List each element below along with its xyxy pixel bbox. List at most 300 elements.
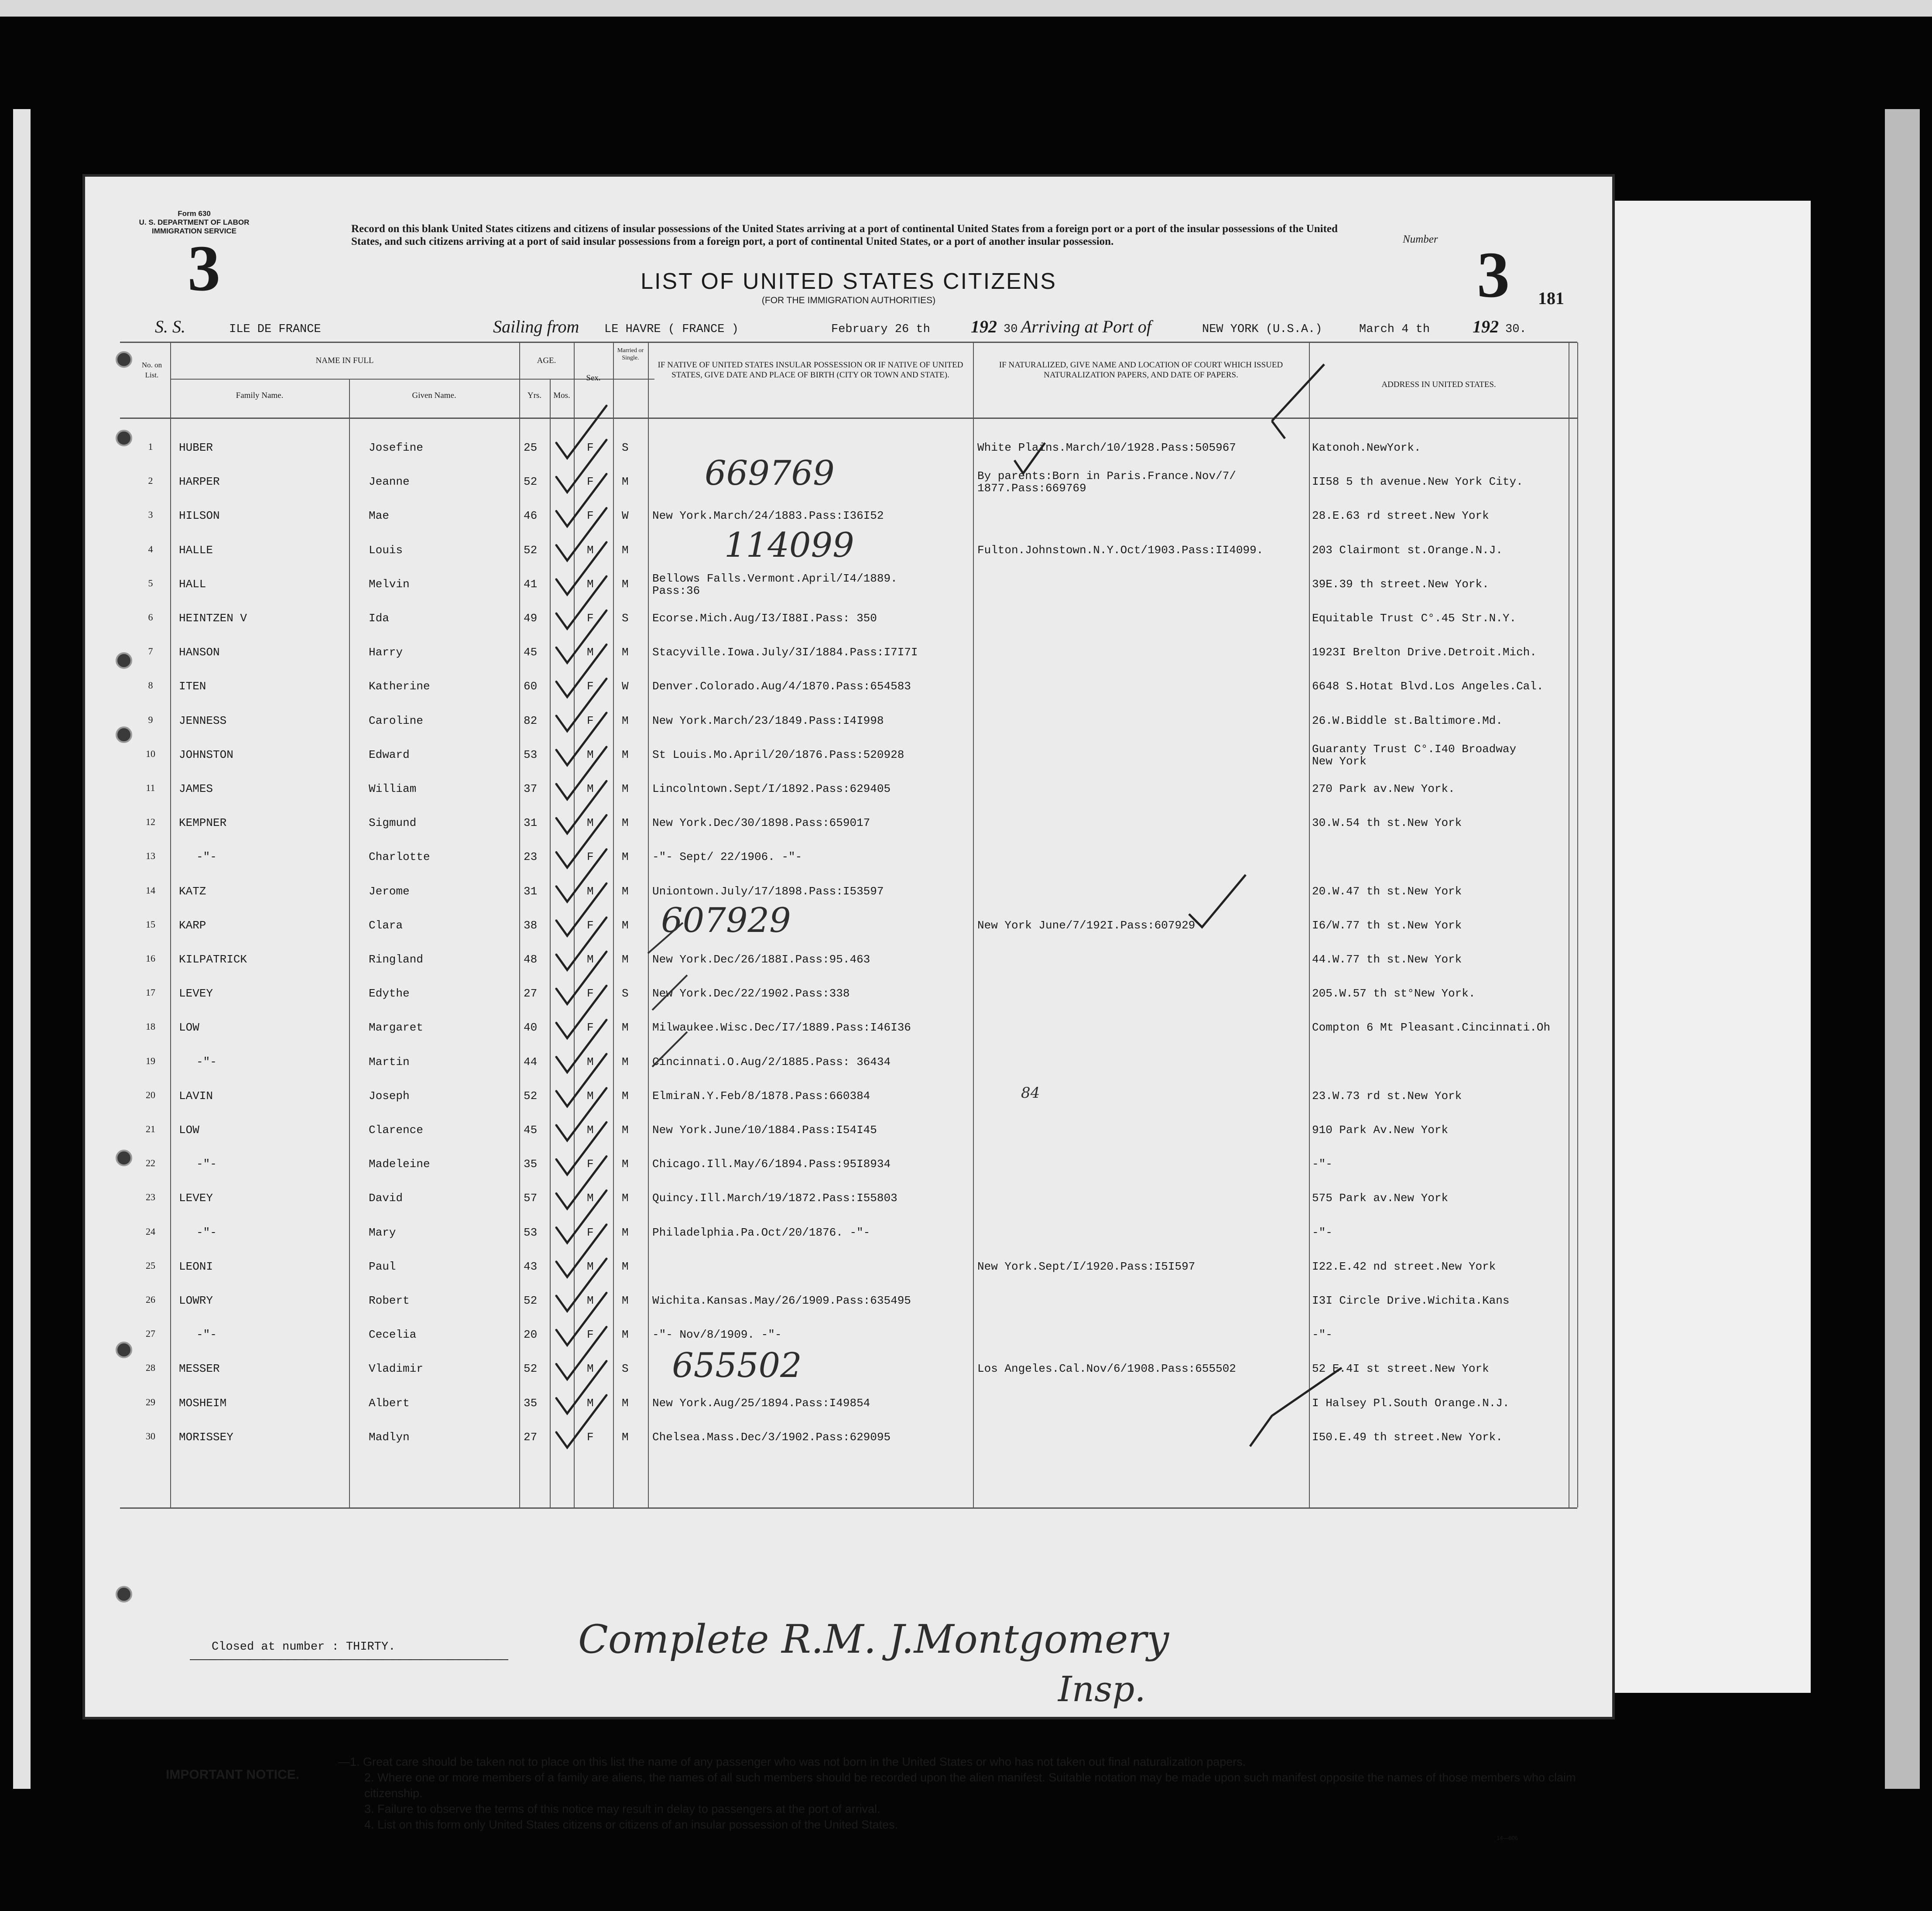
cell-birth: Cincinnati.O.Aug/2/1885.Pass: 36434 — [652, 1055, 891, 1069]
cell-no: 12 — [146, 816, 155, 828]
cell-birth: Milwaukee.Wisc.Dec/I7/1889.Pass:I46I36 — [652, 1021, 911, 1034]
cell-family: -"- — [196, 1158, 217, 1171]
header-address: ADDRESS IN UNITED STATES. — [1381, 380, 1496, 389]
cell-age: 38 — [524, 918, 538, 932]
cell-family: MOSHEIM — [179, 1396, 227, 1410]
cell-naturalized: White Plains.March/10/1928.Pass:505967 — [977, 441, 1236, 454]
cell-birth: Philadelphia.Pa.Oct/20/1876. -"- — [652, 1226, 870, 1239]
table-row — [85, 737, 1612, 771]
margin-note: 84 — [1021, 1084, 1040, 1102]
cell-sex: M — [587, 577, 594, 591]
table-row — [85, 771, 1612, 805]
cell-family: LEVEY — [179, 1192, 213, 1205]
cell-sex: F — [587, 441, 594, 454]
cell-family: HALLE — [179, 543, 213, 557]
cell-family: -"- — [196, 850, 217, 864]
header-name-in-full: NAME IN FULL — [315, 356, 374, 365]
cell-age: 48 — [524, 953, 538, 966]
cell-family: KATZ — [179, 884, 206, 898]
sailing-label: Sailing from — [493, 317, 579, 336]
notice-item: 4. List on this form only United States citizens or citizens of an insular possession of the United States. — [364, 1818, 898, 1831]
cell-ms: M — [622, 1226, 629, 1239]
cell-sex: M — [587, 1396, 594, 1410]
cell-ms: S — [622, 612, 629, 625]
cell-birth: ElmiraN.Y.Feb/8/1878.Pass:660384 — [652, 1089, 870, 1103]
cell-naturalized: New York.Sept/I/1920.Pass:I5I597 — [977, 1260, 1196, 1273]
cell-birth: New York.March/23/1849.Pass:I4I998 — [652, 714, 884, 727]
cell-family: LOWRY — [179, 1294, 213, 1307]
cell-family: JOHNSTON — [179, 748, 233, 761]
cell-ms: M — [622, 1396, 629, 1410]
cell-no: 8 — [148, 680, 153, 691]
cell-address: 910 Park Av.New York — [1312, 1123, 1449, 1137]
cell-ms: M — [622, 1430, 629, 1444]
cell-no: 19 — [146, 1055, 155, 1066]
table-bottom-rule — [120, 1507, 1577, 1509]
cell-family: JAMES — [179, 782, 213, 795]
cell-birth: Ecorse.Mich.Aug/I3/I88I.Pass: 350 — [652, 612, 877, 625]
table-row — [85, 1010, 1612, 1044]
cell-family: KEMPNER — [179, 816, 227, 830]
table-row — [85, 1112, 1612, 1146]
cell-age: 35 — [524, 1158, 538, 1171]
header-yrs: Yrs. — [527, 391, 542, 400]
handwritten-pass-number: 607929 — [661, 901, 791, 940]
notice-item: 3. Failure to observe the terms of this notice may result in delay to passengers at the port of arrival. — [364, 1802, 880, 1815]
cell-given: Martin — [369, 1055, 410, 1069]
header-no: No. on List. — [141, 361, 162, 379]
cell-ms: S — [622, 987, 629, 1000]
cell-sex: F — [587, 475, 594, 489]
cell-ms: M — [622, 816, 629, 830]
cell-age: 82 — [524, 714, 538, 727]
cell-no: 30 — [146, 1430, 155, 1442]
cell-sex: F — [587, 1021, 594, 1034]
header-sex: Sex. — [586, 373, 601, 383]
cell-naturalized: Fulton.Johnstown.N.Y.Oct/1903.Pass:II4099. — [977, 543, 1264, 557]
cell-sex: F — [587, 509, 594, 523]
cell-family: HILSON — [179, 509, 220, 523]
table-row — [85, 805, 1612, 839]
cell-ms: M — [622, 577, 629, 591]
cell-given: Vladimir — [369, 1362, 423, 1376]
cell-address: 575 Park av.New York — [1312, 1192, 1449, 1205]
cell-given: Jerome — [369, 884, 410, 898]
cell-no: 3 — [148, 509, 153, 521]
cell-ms: M — [622, 953, 629, 966]
cell-ms: M — [622, 1192, 629, 1205]
form-info — [129, 209, 260, 236]
cell-family: LAVIN — [179, 1089, 213, 1103]
cell-sex: F — [587, 987, 594, 1000]
notice-item: 2. Where one or more members of a family are aliens, the names of all such members should be recorded upon the alien manifest. Suitable notation may be made upon such manifest opposite the names of those members who claim citizenship. — [364, 1771, 1576, 1800]
cell-sex: M — [587, 646, 594, 659]
cell-ms: W — [622, 509, 629, 523]
cell-sex: M — [587, 1123, 594, 1137]
cell-birth: Wichita.Kansas.May/26/1909.Pass:635495 — [652, 1294, 911, 1307]
cell-no: 20 — [146, 1089, 155, 1100]
cell-sex: F — [587, 1158, 594, 1171]
cell-age: 49 — [524, 612, 538, 625]
cell-age: 31 — [524, 816, 538, 830]
table-row — [85, 1249, 1612, 1283]
department-name: U. S. DEPARTMENT OF LABOR — [139, 218, 250, 226]
cell-birth: Lincolntown.Sept/I/1892.Pass:629405 — [652, 782, 891, 795]
cell-given: Clarence — [369, 1123, 423, 1137]
cell-sex: F — [587, 1328, 594, 1342]
arrival-year-printed: 192 — [1473, 317, 1499, 336]
cell-address: 205.W.57 th st°New York. — [1312, 987, 1476, 1000]
cell-no: 18 — [146, 1021, 155, 1032]
number-stamp: 3 — [1477, 239, 1510, 311]
cell-age: 23 — [524, 850, 538, 864]
cell-ms: M — [622, 1158, 629, 1171]
table-row — [85, 1283, 1612, 1317]
cell-ms: M — [622, 475, 629, 489]
cell-given: Edythe — [369, 987, 410, 1000]
table-row — [85, 634, 1612, 668]
cell-age: 44 — [524, 1055, 538, 1069]
table-row — [85, 1078, 1612, 1112]
cell-no: 13 — [146, 850, 155, 862]
cell-ms: M — [622, 782, 629, 795]
cell-ms: W — [622, 680, 629, 693]
cell-address: I22.E.42 nd street.New York — [1312, 1260, 1496, 1273]
cell-birth: New York.June/10/1884.Pass:I54I45 — [652, 1123, 877, 1137]
cell-age: 52 — [524, 1294, 538, 1307]
notice-item: —1. Great care should be taken not to place on this list the name of any passenger who was not born in the United States or who has not taken out final naturalization papers. — [338, 1755, 1246, 1768]
cell-age: 45 — [524, 646, 538, 659]
sail-date: February 26 th — [831, 323, 930, 336]
cell-sex: M — [587, 884, 594, 898]
cell-age: 27 — [524, 1430, 538, 1444]
cell-age: 41 — [524, 577, 538, 591]
header-age: AGE. — [537, 356, 556, 365]
punch-hole — [116, 1586, 132, 1603]
record-instructions: Record on this blank United States citizens and citizens of insular possessions of the United States arriving at a port of continental United States from a foreign port or a port of the insular possessions of the United States, and such citizens arriving at a port of said insular possessions from a foreign port, a port of continental United States, or a port of another insular possession. — [351, 223, 1338, 247]
cell-no: 14 — [146, 884, 155, 896]
cell-ms: M — [622, 918, 629, 932]
list-stamp: 3 — [188, 232, 220, 305]
cell-no: 7 — [148, 646, 153, 657]
cell-address: II58 5 th avenue.New York City. — [1312, 475, 1523, 489]
cell-address: Compton 6 Mt Pleasant.Cincinnati.Oh — [1312, 1021, 1551, 1034]
cell-age: 20 — [524, 1328, 538, 1342]
cell-birth: Chelsea.Mass.Dec/3/1902.Pass:629095 — [652, 1430, 891, 1444]
header-bottom-rule — [120, 418, 1577, 419]
cell-address: I6/W.77 th st.New York — [1312, 918, 1462, 932]
cell-ms: M — [622, 1123, 629, 1137]
cell-ms: M — [622, 1260, 629, 1273]
cell-sex: M — [587, 748, 594, 761]
cell-family: LEONI — [179, 1260, 213, 1273]
table-row — [85, 908, 1612, 942]
header-married-single: Married or Single. — [617, 347, 644, 361]
cell-given: Albert — [369, 1396, 410, 1410]
cell-given: Harry — [369, 646, 403, 659]
header-naturalized: IF NATURALIZED, GIVE NAME AND LOCATION OF COURT WHICH ISSUED NATURALIZATION PAPERS, AND DATE OF PAPERS. — [999, 360, 1283, 380]
cell-address: 44.W.77 th st.New York — [1312, 953, 1462, 966]
cell-given: Louis — [369, 543, 403, 557]
cell-address: 6648 S.Hotat Blvd.Los Angeles.Cal. — [1312, 680, 1544, 693]
table-row — [85, 1215, 1612, 1249]
cell-given: Ringland — [369, 953, 423, 966]
cell-no: 5 — [148, 577, 153, 589]
table-row — [85, 1044, 1612, 1078]
cell-given: Caroline — [369, 714, 423, 727]
cell-ms: M — [622, 1021, 629, 1034]
cell-given: Robert — [369, 1294, 410, 1307]
handwritten-pass-number: 655502 — [672, 1346, 802, 1385]
cell-given: Margaret — [369, 1021, 423, 1034]
cell-family: JENNESS — [179, 714, 227, 727]
service-name: IMMIGRATION SERVICE — [152, 227, 236, 235]
cell-sex: M — [587, 816, 594, 830]
cell-family: HEINTZEN V — [179, 612, 247, 625]
sail-year-printed: 192 — [971, 317, 997, 336]
cell-given: Katherine — [369, 680, 430, 693]
header-given-name: Given Name. — [412, 391, 456, 400]
cell-family: -"- — [196, 1328, 217, 1342]
form-number: Form 630 — [178, 209, 211, 218]
cell-given: Edward — [369, 748, 410, 761]
cell-address: I3I Circle Drive.Wichita.Kans — [1312, 1294, 1510, 1307]
cell-age: 52 — [524, 475, 538, 489]
table-row — [85, 1419, 1612, 1453]
header-mos: Mos. — [553, 391, 570, 400]
cell-family: LOW — [179, 1021, 199, 1034]
cell-sex: M — [587, 1362, 594, 1376]
closing-underline — [190, 1659, 508, 1660]
cell-address: -"- — [1312, 1328, 1333, 1342]
cell-family: HALL — [179, 577, 206, 591]
cell-sex: M — [587, 1294, 594, 1307]
handwritten-pass-number: 114099 — [724, 526, 854, 565]
table-top-rule — [120, 342, 1577, 343]
cell-ms: M — [622, 1328, 629, 1342]
cell-family: MESSER — [179, 1362, 220, 1376]
cell-ms: M — [622, 1294, 629, 1307]
cell-ms: M — [622, 884, 629, 898]
arrival-year-typed: 30. — [1505, 323, 1527, 336]
form-title: LIST OF UNITED STATES CITIZENS — [641, 269, 1057, 294]
manifest-page — [85, 177, 1612, 1841]
cell-address: 1923I Brelton Drive.Detroit.Mich. — [1312, 646, 1537, 659]
cell-address: 39E.39 th street.New York. — [1312, 577, 1489, 591]
cell-family: LEVEY — [179, 987, 213, 1000]
sailing-from: LE HAVRE ( FRANCE ) — [604, 323, 739, 336]
cell-family: LOW — [179, 1123, 199, 1137]
cell-sex: F — [587, 1226, 594, 1239]
cell-age: 35 — [524, 1396, 538, 1410]
number-label: Number — [1403, 233, 1438, 245]
cell-given: Ida — [369, 612, 389, 625]
header-family-name: Family Name. — [236, 391, 284, 400]
cell-ms: M — [622, 748, 629, 761]
cell-address: 28.E.63 rd street.New York — [1312, 509, 1489, 523]
cell-no: 16 — [146, 953, 155, 964]
cell-birth: Bellows Falls.Vermont.April/I4/1889. Pass:36 — [652, 572, 897, 597]
cell-sex: M — [587, 543, 594, 557]
cell-age: 27 — [524, 987, 538, 1000]
cell-address: Guaranty Trust C°.I40 Broadway New York — [1312, 742, 1517, 768]
cell-birth: New York.Aug/25/1894.Pass:I49854 — [652, 1396, 870, 1410]
cell-address: 203 Clairmont st.Orange.N.J. — [1312, 543, 1503, 557]
cell-no: 29 — [146, 1396, 155, 1408]
cell-no: 4 — [148, 543, 153, 555]
cell-age: 60 — [524, 680, 538, 693]
cell-sex: F — [587, 714, 594, 727]
cell-family: HUBER — [179, 441, 213, 454]
cell-age: 40 — [524, 1021, 538, 1034]
cell-no: 15 — [146, 918, 155, 930]
punch-hole — [116, 351, 132, 368]
cell-birth: Denver.Colorado.Aug/4/1870.Pass:654583 — [652, 680, 911, 693]
cell-age: 52 — [524, 1089, 538, 1103]
cell-ms: S — [622, 1362, 629, 1376]
cell-birth: Uniontown.July/17/1898.Pass:I53597 — [652, 884, 884, 898]
cell-sex: M — [587, 1192, 594, 1205]
cell-age: 25 — [524, 441, 538, 454]
table-row — [85, 566, 1612, 600]
cell-ms: M — [622, 850, 629, 864]
cell-birth: New York.Dec/26/188I.Pass:95.463 — [652, 953, 870, 966]
cell-sex: M — [587, 953, 594, 966]
cell-birth: Chicago.Ill.May/6/1894.Pass:95I8934 — [652, 1158, 891, 1171]
cell-ms: M — [622, 1089, 629, 1103]
table-row — [85, 703, 1612, 737]
cell-given: Josefine — [369, 441, 423, 454]
ship-label: S. S. — [155, 317, 185, 336]
cell-address: Katonoh.NewYork. — [1312, 441, 1421, 454]
cell-no: 1 — [148, 441, 153, 452]
header-birth: IF NATIVE OF UNITED STATES INSULAR POSSESSION OR IF NATIVE OF UNITED STATES, GIVE DATE AND PLACE OF BIRTH (CITY OR TOWN AND STATE). — [658, 360, 963, 380]
cell-family: KILPATRICK — [179, 953, 247, 966]
table-row — [85, 1351, 1612, 1385]
cell-no: 22 — [146, 1158, 155, 1169]
cell-naturalized: By parents:Born in Paris.France.Nov/7/ 1877.Pass:669769 — [977, 469, 1236, 495]
cell-address: 20.W.47 th st.New York — [1312, 884, 1462, 898]
notice-items — [338, 1754, 1595, 1832]
cell-age: 53 — [524, 748, 538, 761]
film-left-strip — [13, 109, 31, 1789]
cell-no: 27 — [146, 1328, 155, 1339]
cell-birth: Quincy.Ill.March/19/1872.Pass:I55803 — [652, 1192, 897, 1205]
film-right-strip — [1885, 109, 1920, 1789]
cell-no: 11 — [146, 782, 155, 793]
cell-no: 21 — [146, 1123, 155, 1134]
handwritten-pass-number: 669769 — [705, 454, 835, 493]
cell-given: Clara — [369, 918, 403, 932]
cell-given: Jeanne — [369, 475, 410, 489]
cell-given: William — [369, 782, 417, 795]
cell-sex: M — [587, 782, 594, 795]
cell-given: Mary — [369, 1226, 396, 1239]
cell-address: I Halsey Pl.South Orange.N.J. — [1312, 1396, 1510, 1410]
print-code: 14—606 — [1497, 1835, 1518, 1841]
cell-family: -"- — [196, 1055, 217, 1069]
cell-birth: St Louis.Mo.April/20/1876.Pass:520928 — [652, 748, 904, 761]
table-row — [85, 1146, 1612, 1180]
adjacent-page — [1579, 201, 1811, 1693]
cell-no: 26 — [146, 1294, 155, 1305]
cell-address: I50.E.49 th street.New York. — [1312, 1430, 1503, 1444]
cell-given: Sigmund — [369, 816, 417, 830]
cell-family: HARPER — [179, 475, 220, 489]
closing-note: Closed at number : THIRTY. — [212, 1640, 396, 1654]
cell-ms: M — [622, 1055, 629, 1069]
table-row — [85, 668, 1612, 702]
cell-given: Joseph — [369, 1089, 410, 1103]
arriving-label: Arriving at Port of — [1021, 317, 1151, 336]
table-row — [85, 839, 1612, 873]
cell-no: 10 — [146, 748, 155, 759]
cell-ms: S — [622, 441, 629, 454]
cell-given: Paul — [369, 1260, 396, 1273]
cell-family: ITEN — [179, 680, 206, 693]
cell-birth: New York.Dec/22/1902.Pass:338 — [652, 987, 850, 1000]
cell-sex: M — [587, 1260, 594, 1273]
cell-family: MORISSEY — [179, 1430, 233, 1444]
cell-birth: New York.March/24/1883.Pass:I36I52 — [652, 509, 884, 523]
cell-given: Charlotte — [369, 850, 430, 864]
cell-ms: M — [622, 646, 629, 659]
table-row — [85, 430, 1612, 464]
form-subtitle: (FOR THE IMMIGRATION AUTHORITIES) — [761, 295, 936, 305]
table-row — [85, 942, 1612, 976]
table-row — [85, 600, 1612, 634]
cell-sex: M — [587, 1055, 594, 1069]
cell-sex: F — [587, 680, 594, 693]
cell-sex: F — [587, 918, 594, 932]
table-row — [85, 976, 1612, 1010]
cell-no: 9 — [148, 714, 153, 725]
cell-age: 57 — [524, 1192, 538, 1205]
cell-no: 28 — [146, 1362, 155, 1373]
cell-sex: M — [587, 1089, 594, 1103]
film-top-edge — [0, 0, 1932, 17]
cell-address: -"- — [1312, 1226, 1333, 1239]
cell-age: 37 — [524, 782, 538, 795]
ship-name: ILE DE FRANCE — [229, 323, 321, 336]
sail-year-typed: 30 — [1004, 323, 1018, 336]
cell-birth: Stacyville.Iowa.July/3I/1884.Pass:I7I7I — [652, 646, 918, 659]
cell-sex: F — [587, 1430, 594, 1444]
cell-ms: M — [622, 714, 629, 727]
cell-family: KARP — [179, 918, 206, 932]
cell-address: 23.W.73 rd st.New York — [1312, 1089, 1462, 1103]
cell-age: 52 — [524, 543, 538, 557]
cell-given: Madeleine — [369, 1158, 430, 1171]
cell-no: 23 — [146, 1192, 155, 1203]
cell-given: Mae — [369, 509, 389, 523]
cell-address: -"- — [1312, 1158, 1333, 1171]
cell-no: 17 — [146, 987, 155, 998]
cell-address: 52 E.4I st street.New York — [1312, 1362, 1489, 1376]
cell-birth: -"- Nov/8/1909. -"- — [652, 1328, 782, 1342]
cell-age: 46 — [524, 509, 538, 523]
cell-given: Cecelia — [369, 1328, 417, 1342]
cell-age: 53 — [524, 1226, 538, 1239]
table-row — [85, 1317, 1612, 1351]
table-row — [85, 1385, 1612, 1419]
cell-age: 52 — [524, 1362, 538, 1376]
cell-given: David — [369, 1192, 403, 1205]
cell-sex: F — [587, 850, 594, 864]
cell-no: 25 — [146, 1260, 155, 1271]
cell-family: HANSON — [179, 646, 220, 659]
table-row — [85, 1180, 1612, 1214]
